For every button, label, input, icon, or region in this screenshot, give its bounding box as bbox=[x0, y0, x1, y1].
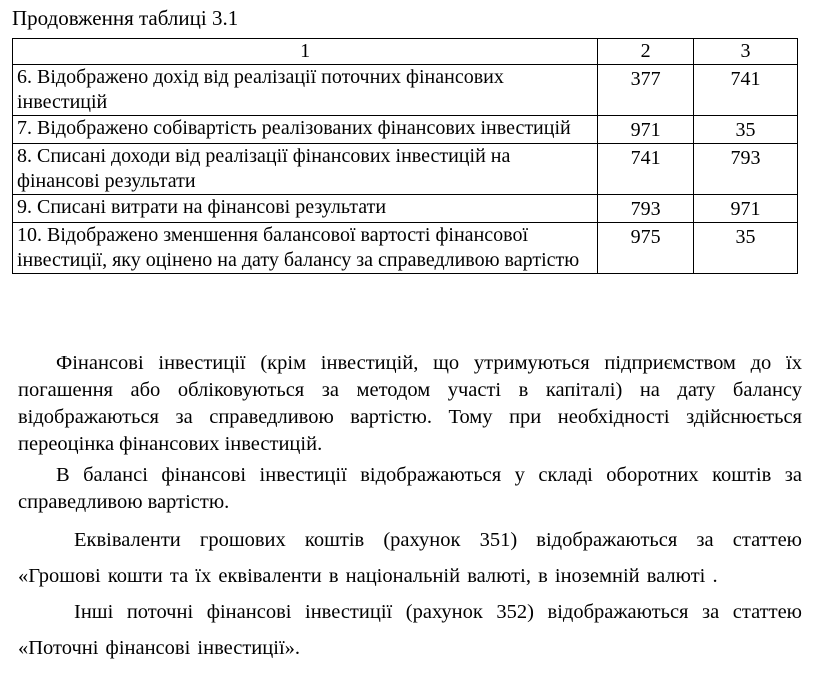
paragraph-other-investments: Інші поточні фінансові інвестиції (рахунок 352) відображаються за статтею «Поточні фінансові інвестиції». bbox=[18, 601, 802, 659]
row-value-col3: 793 bbox=[694, 144, 798, 195]
row-value-col2: 975 bbox=[598, 223, 694, 274]
row-description: 8. Списані доходи від реалізації фінансових інвестицій на фінансові результати bbox=[13, 144, 598, 195]
table-caption: Продовження таблиці 3.1 bbox=[12, 6, 239, 30]
row-description: 9. Списані витрати на фінансові результати bbox=[13, 195, 598, 223]
row-value-col3: 35 bbox=[694, 116, 798, 144]
row-value-col2: 377 bbox=[598, 65, 694, 116]
row-value-col3: 35 bbox=[694, 223, 798, 274]
row-description: 10. Відображено зменшення балансової вартості фінансової інвестиції, яку оцінено на дату балансу за справедливою вартістю bbox=[13, 223, 598, 274]
table-row bbox=[13, 116, 798, 144]
table-row bbox=[13, 195, 798, 223]
column-header-3: 3 bbox=[694, 39, 798, 65]
data-table bbox=[12, 38, 798, 274]
row-value-col3: 971 bbox=[694, 195, 798, 223]
table-row bbox=[13, 65, 798, 116]
paragraph-balance: В балансі фінансові інвестиції відображаються у складі оборотних коштів за справедливою вартістю. bbox=[18, 464, 802, 513]
column-header-2: 2 bbox=[598, 39, 694, 65]
column-header-1: 1 bbox=[13, 39, 598, 65]
table-row bbox=[13, 223, 798, 274]
row-value-col2: 971 bbox=[598, 116, 694, 144]
paragraph-fair-value: Фінансові інвестиції (крім інвестицій, що утримуються підприємством до їх погашення або обліковуються за методом участі в капіталі) на дату балансу відображаються за справедливою вартістю. Тому при необхідності здійснюється переоцінка фінансових інвестицій. bbox=[18, 352, 802, 455]
paragraph-cash-equivalents: Еквіваленти грошових коштів (рахунок 351) відображаються за статтею «Грошові кошти та їх еквіваленти в національній валюті, в іноземній валюті . bbox=[18, 529, 802, 587]
row-value-col2: 793 bbox=[598, 195, 694, 223]
row-value-col3: 741 bbox=[694, 65, 798, 116]
row-description: 7. Відображено собівартість реалізованих фінансових інвестицій bbox=[13, 116, 598, 144]
row-value-col2: 741 bbox=[598, 144, 694, 195]
table-row bbox=[13, 144, 798, 195]
row-description: 6. Відображено дохід від реалізації поточних фінансових інвестицій bbox=[13, 65, 598, 116]
table-header-row bbox=[13, 39, 798, 65]
